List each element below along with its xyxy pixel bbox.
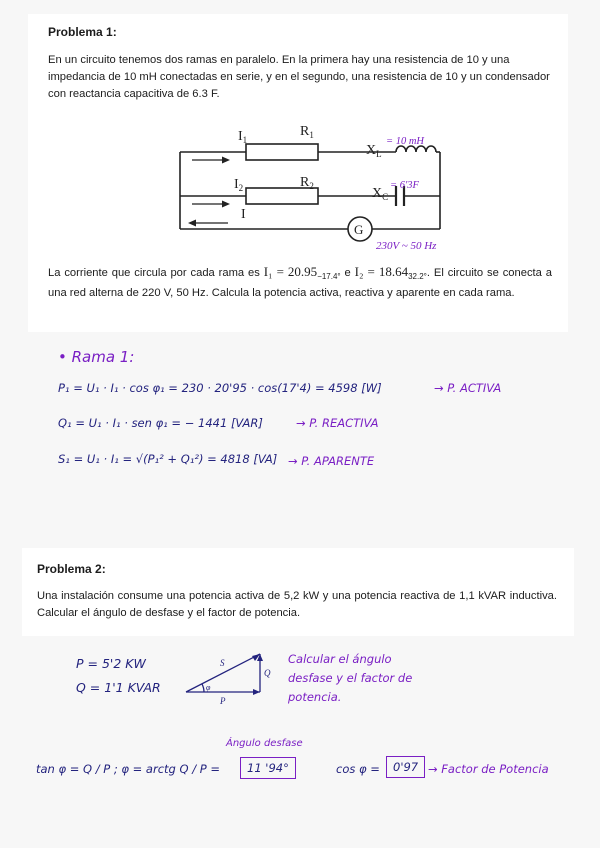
pf-result: → Factor de Potencia	[428, 762, 549, 776]
given-p: P = 5'2 KW	[76, 656, 146, 671]
formula-s: S₁ = U₁ · I₁ = √(P₁² + Q₁²) = 4818 [VA]	[58, 452, 278, 466]
cos-formula: cos φ =	[336, 762, 380, 776]
svg-text:I2: $I_2$	[234, 177, 244, 193]
tan-formula: tan φ = Q / P ; φ = arctg Q / P =	[36, 762, 220, 776]
svg-text:R1: $R_1$	[300, 124, 314, 140]
svg-text:I1: $I_1$	[238, 129, 248, 145]
resistor-r2	[246, 188, 318, 204]
label-xl: X	[366, 143, 377, 158]
note-xl: = 10 mH	[386, 136, 425, 147]
problem1-currents: La corriente que circula por cada rama es $I_1 = 20.95_{-17.4^\circ}$ e $I_2 = 18.64_{32.2^\circ}$. El circuito se conecta a una red alterna de 220 V, 50 Hz. Calcula la potencia activa, reactiva y aparente en cada rama.	[48, 264, 552, 300]
label-i1: I	[238, 129, 243, 144]
pf-value-box: 0'97	[386, 756, 425, 778]
problem1-card	[28, 14, 568, 332]
svg-text:XL: $X_L$	[366, 143, 382, 159]
label-r2: R	[300, 175, 310, 190]
circuit-diagram	[168, 110, 448, 250]
arrow-i1	[222, 157, 230, 164]
result-p-reactiva: → P. REACTIVA	[296, 416, 379, 430]
problem1-statement: En un circuito tenemos dos ramas en paralelo. En la primera hay una resistencia de 10 y una impedancia de 10 mH conectadas en serie, y en el segundo, una resistencia de 10 y un condensador con reactancia capacitiva de 6.3 F.	[48, 54, 550, 100]
rama-heading: • Rama 1:	[58, 348, 135, 366]
label-i: I	[241, 207, 246, 222]
angle-label: Ángulo desfase	[226, 738, 303, 749]
tri-label-q: Q	[264, 668, 271, 678]
svg-text:XC: $X_C$	[372, 186, 389, 202]
note-xc: = 6'3F	[390, 180, 419, 191]
formula-q: Q₁ = U₁ · I₁ · sen φ₁ = − 1441 [VAR]	[58, 416, 263, 430]
tri-label-s: S	[220, 658, 225, 668]
given-q: Q = 1'1 KVAR	[76, 680, 161, 695]
problem2-title: Problema 2:	[37, 562, 106, 576]
goal-note: Calcular el ángulo desfase y el factor de potencia.	[288, 652, 413, 704]
label-xc: X	[372, 186, 383, 201]
formula-p: P₁ = U₁ · I₁ · cos φ₁ = 230 · 20'95 · cos(17'4) = 4598 [W]	[58, 381, 382, 395]
arrow-i	[188, 220, 196, 227]
arrow-i2	[222, 201, 230, 208]
tri-label-p: P	[220, 696, 226, 706]
note-source: 230V ~ 50 Hz	[376, 240, 437, 250]
resistor-r1	[246, 144, 318, 160]
angle-value-box: 11 '94°	[240, 757, 296, 779]
result-p-aparente: → P. APARENTE	[288, 454, 375, 468]
problem2-statement: Una instalación consume una potencia activa de 5,2 kW y una potencia reactiva de 1,1 kVAR inductiva. Calcular el ángulo de desfase y el factor de potencia.	[37, 590, 557, 619]
problem1-title: Problema 1:	[48, 25, 117, 39]
svg-text:R2: $R_2$	[300, 175, 314, 191]
label-r1: R	[300, 124, 310, 139]
power-triangle	[180, 644, 280, 706]
tri-label-phi: φ	[206, 683, 211, 692]
source-g: G	[354, 222, 364, 237]
result-p-activa: → P. ACTIVA	[434, 381, 502, 395]
label-i2: I	[234, 177, 239, 192]
problem2-card	[22, 548, 574, 636]
